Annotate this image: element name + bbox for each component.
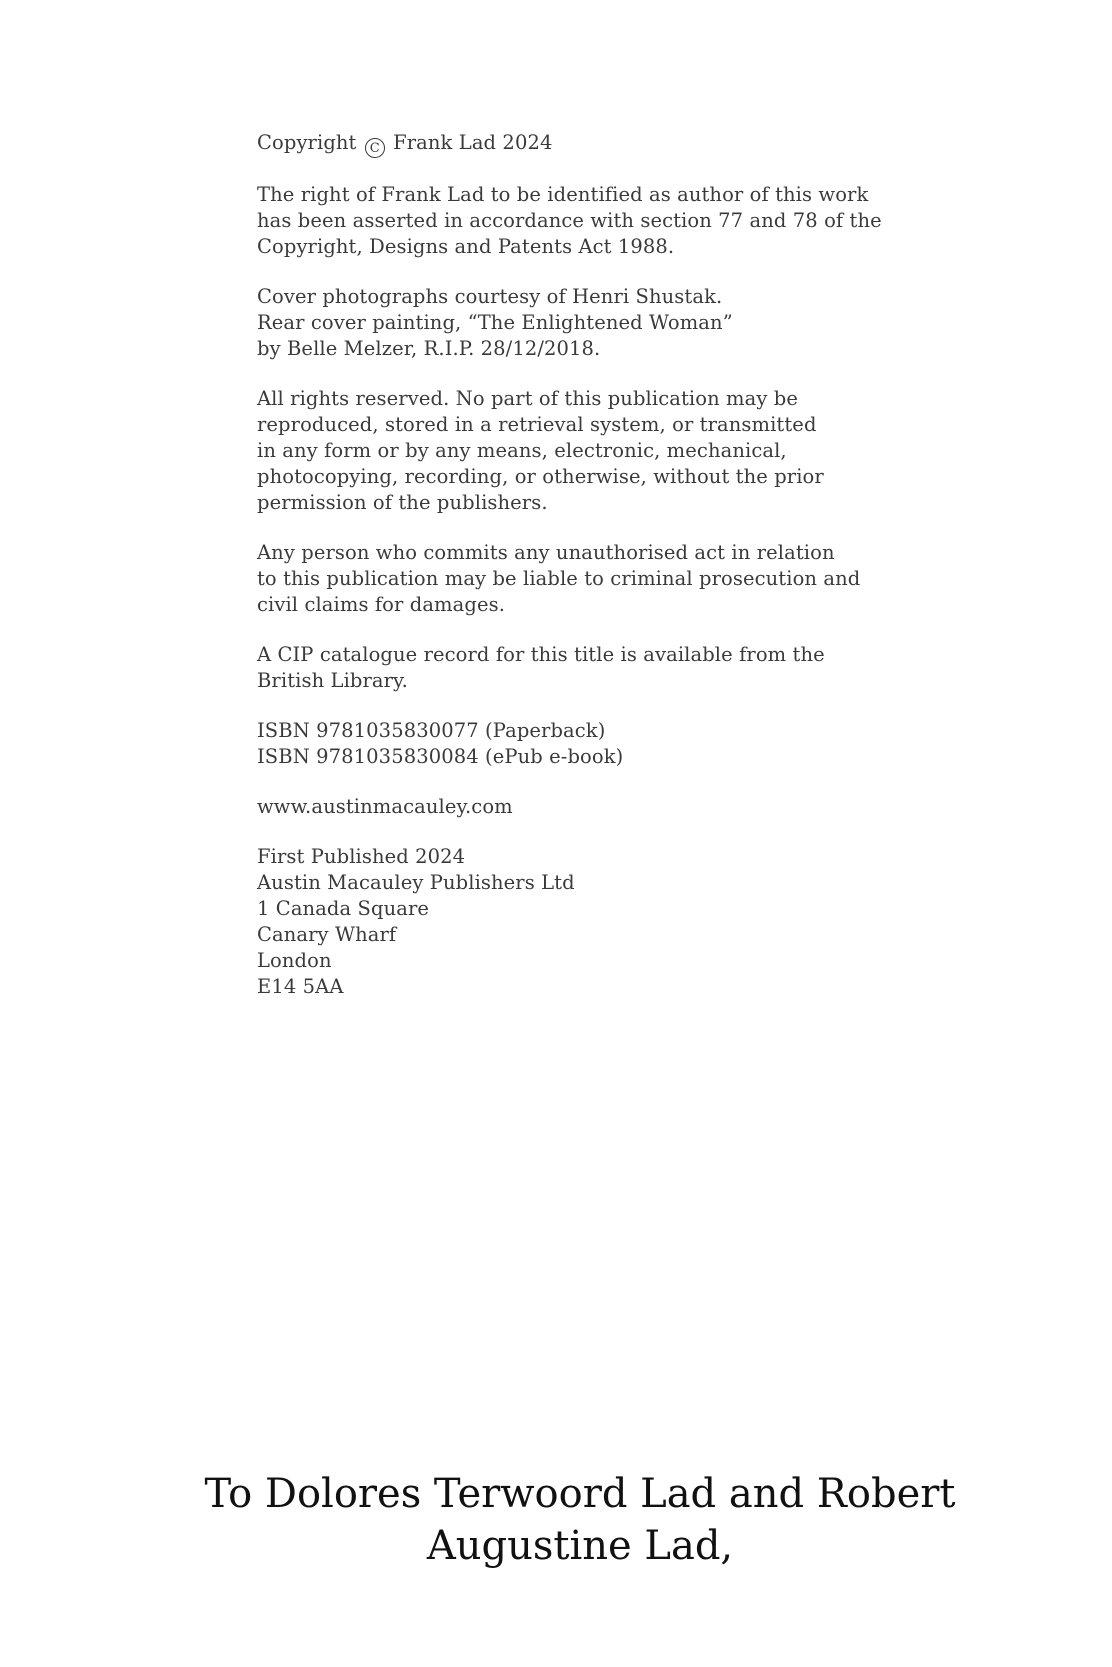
rights-reserved-line: reproduced, stored in a retrieval system, or transmitted — [257, 413, 817, 436]
publisher-name: Austin Macauley Publishers Ltd — [257, 871, 575, 894]
isbn-ebook: ISBN 9781035830084 (ePub e-book) — [257, 745, 624, 768]
cip-line: British Library. — [257, 669, 408, 692]
address-line: Canary Wharf — [257, 923, 397, 946]
moral-rights-line: has been asserted in accordance with section 77 and 78 of the — [257, 209, 882, 232]
copyright-holder: Frank Lad 2024 — [393, 131, 553, 154]
rights-reserved-line: All rights reserved. No part of this publication may be — [257, 387, 798, 410]
cover-credits-line: Rear cover painting, “The Enlightened Woman” — [257, 311, 733, 334]
isbn-paragraph — [257, 718, 897, 770]
address-postcode: E14 5AA — [257, 975, 344, 998]
dedication-line: To Dolores Terwoord Lad and Robert — [204, 1471, 956, 1517]
copyright-prefix: Copyright — [257, 131, 357, 154]
website-paragraph — [257, 794, 897, 820]
rights-reserved-line: permission of the publishers. — [257, 491, 548, 514]
moral-rights-line: The right of Frank Lad to be identified as author of this work — [257, 183, 869, 206]
imprint-block — [257, 130, 897, 1024]
copyright-notice — [257, 130, 897, 158]
publisher-address — [257, 844, 897, 1000]
rights-reserved-paragraph — [257, 386, 897, 516]
dedication — [200, 1468, 960, 1572]
liability-paragraph — [257, 540, 897, 618]
cover-credits-paragraph — [257, 284, 897, 362]
dedication-line: Augustine Lad, — [426, 1523, 734, 1569]
cip-paragraph — [257, 642, 897, 694]
first-published: First Published 2024 — [257, 845, 466, 868]
isbn-paperback: ISBN 9781035830077 (Paperback) — [257, 719, 606, 742]
rights-reserved-line: in any form or by any means, electronic, mechanical, — [257, 439, 787, 462]
copyright-symbol-icon: C — [365, 138, 385, 158]
moral-rights-line: Copyright, Designs and Patents Act 1988. — [257, 235, 675, 258]
rights-reserved-line: photocopying, recording, or otherwise, without the prior — [257, 465, 824, 488]
liability-line: to this publication may be liable to criminal prosecution and — [257, 567, 861, 590]
moral-rights-paragraph — [257, 182, 897, 260]
liability-line: civil claims for damages. — [257, 593, 505, 616]
address-city: London — [257, 949, 332, 972]
cover-credits-line: by Belle Melzer, R.I.P. 28/12/2018. — [257, 337, 601, 360]
cip-line: A CIP catalogue record for this title is available from the — [257, 643, 825, 666]
publisher-website: www.austinmacauley.com — [257, 795, 513, 818]
address-line: 1 Canada Square — [257, 897, 430, 920]
cover-credits-line: Cover photographs courtesy of Henri Shustak. — [257, 285, 723, 308]
liability-line: Any person who commits any unauthorised act in relation — [257, 541, 835, 564]
